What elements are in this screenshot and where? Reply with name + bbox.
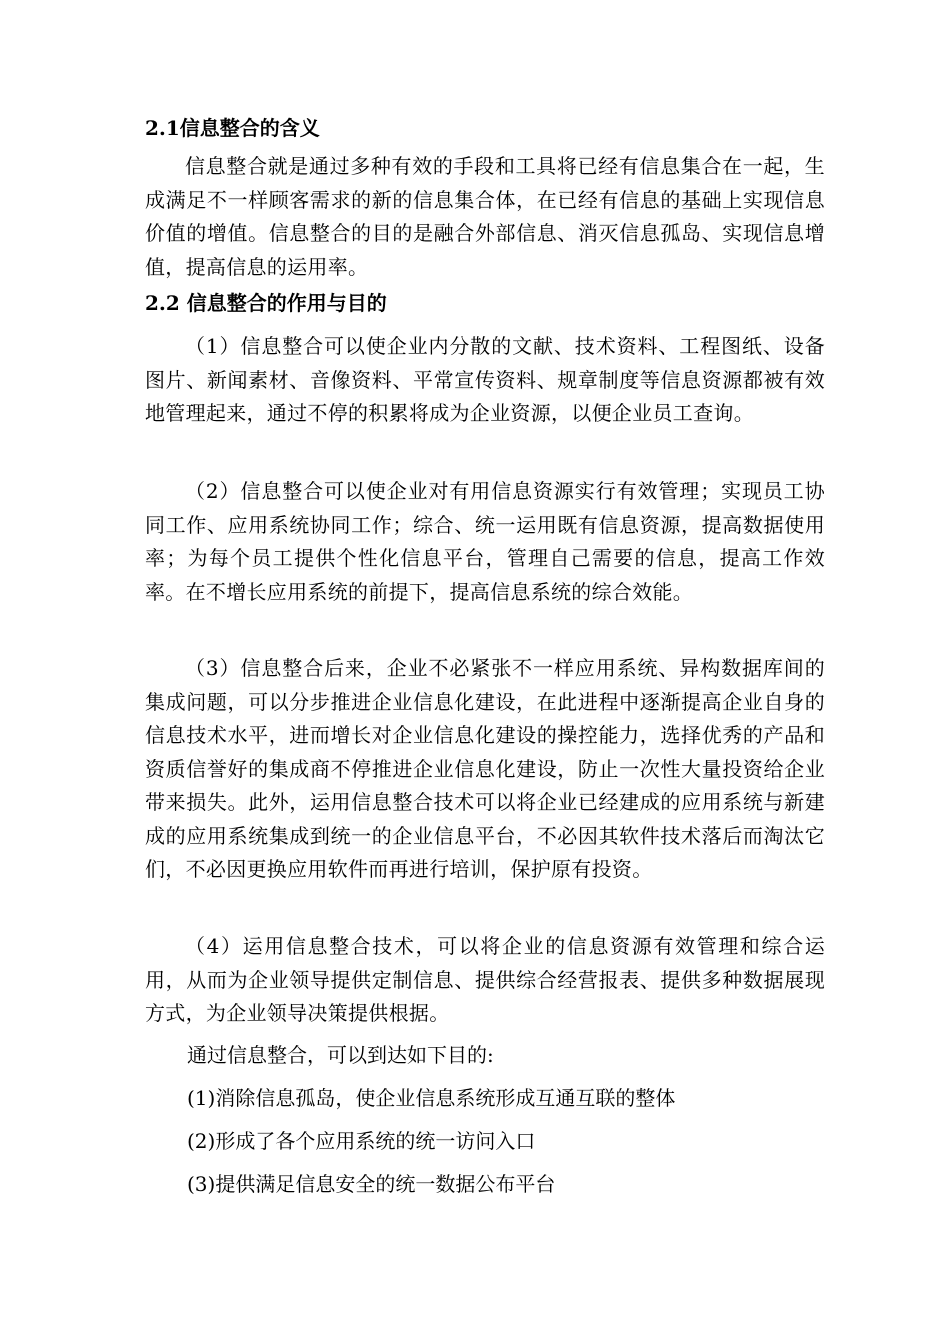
section-2-2-paragraph-4: （4）运用信息整合技术，可以将企业的信息资源有效管理和综合运用，从而为企业领导提供定制信息、提供综合经营报表、提供多种数据展现方式，为企业领导决策提供根据。 (145, 934, 825, 1025)
goals-intro: 通过信息整合，可以到达如下目的: (187, 1043, 494, 1067)
section-2-2-paragraph-2: （2）信息整合可以使企业对有用信息资源实行有效管理；实现员工协同工作、应用系统协同工作；综合、统一运用既有信息资源，提高数据使用率；为每个员工提供个性化信息平台，管理自己需要的信息，提高工作效率。在不增长应用系统的前提下，提高信息系统的综合效能。 (145, 479, 825, 604)
section-2-2-heading: 2.2 信息整合的作用与目的 (145, 291, 387, 315)
goal-item-3: (3)提供满足信息安全的统一数据公布平台 (187, 1172, 556, 1196)
section-2-2-paragraph-3: （3）信息整合后来，企业不必紧张不一样应用系统、异构数据库间的集成问题，可以分步推进企业信息化建设，在此进程中逐渐提高企业自身的信息技术水平，进而增长对企业信息化建设的操控能力，选择优秀的产品和资质信誉好的集成商不停推进企业信息化建设，防止一次性大量投资给企业带来损失。此外，运用信息整合技术可以将企业已经建成的应用系统与新建成的应用系统集成到统一的企业信息平台，不必因其软件技术落后而淘汰它们，不必因更换应用软件而再进行培训，保护原有投资。 (145, 656, 825, 881)
section-2-2-paragraph-1: （1）信息整合可以使企业内分散的文献、技术资料、工程图纸、设备图片、新闻素材、音像资料、平常宣传资料、规章制度等信息资源都被有效地管理起来，通过不停的积累将成为企业资源，以便企业员工查询。 (145, 334, 825, 425)
goal-item-2: (2)形成了各个应用系统的统一访问入口 (187, 1129, 536, 1153)
section-2-1-heading: 2.1信息整合的含义 (145, 116, 320, 140)
section-2-1-paragraph: 信息整合就是通过多种有效的手段和工具将已经有信息集合在一起，生成满足不一样顾客需求的新的信息集合体，在已经有信息的基础上实现信息价值的增值。信息整合的目的是融合外部信息、消灭信息孤岛、实现信息增值，提高信息的运用率。 (145, 154, 825, 279)
goal-item-1: (1)消除信息孤岛，使企业信息系统形成互通互联的整体 (187, 1086, 676, 1110)
